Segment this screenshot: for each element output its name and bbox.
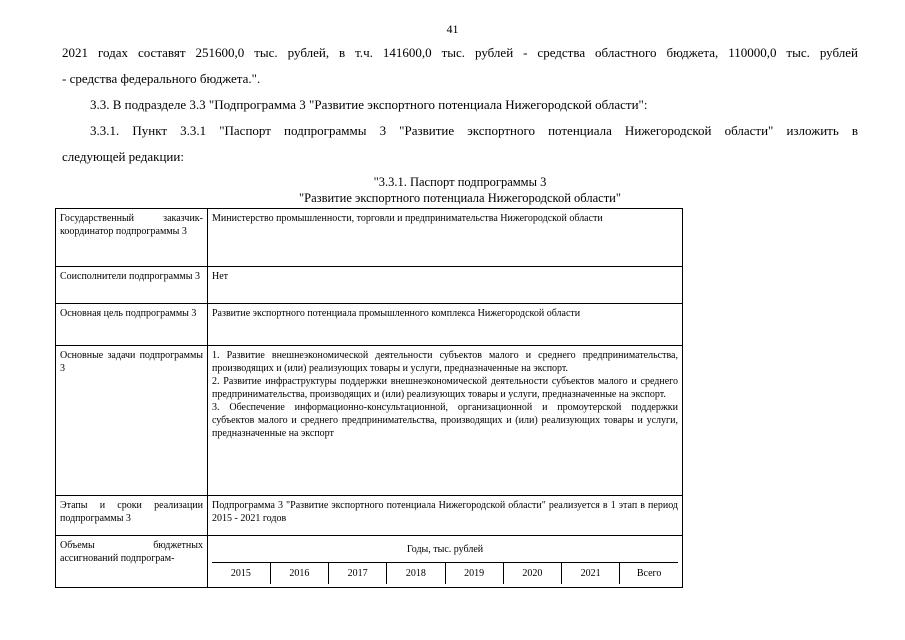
paragraph-item-3-3-1: 3.3.1. Пункт 3.3.1 "Паспорт подпрограммы 3 "Развитие экспортного потенциала Нижегородской области" изложить в [90, 123, 858, 138]
year-column: 2016 [270, 563, 328, 584]
row-value: Развитие экспортного потенциала промышленного комплекса Нижегородской области [208, 304, 683, 346]
year-column: 2020 [503, 563, 561, 584]
task-item: 2. Развитие инфраструктуры поддержки внешнеэкономической деятельности субъектов малого и среднего предпринимательства, производящих и (или) реализующих товары и услуги, предназначенные на экспорт. [212, 376, 678, 400]
row-value-tasks [208, 346, 683, 496]
table-row-budget [56, 536, 683, 588]
table-title-line-2: "Развитие экспортного потенциала Нижегородской области" [299, 191, 621, 205]
years-row [212, 563, 678, 584]
row-label: Государственный заказчик-координатор подпрограммы 3 [56, 209, 208, 267]
row-label: Соисполнители подпрограммы 3 [56, 267, 208, 304]
row-label: Основные задачи подпрограммы 3 [56, 346, 208, 496]
year-column: 2021 [562, 563, 620, 584]
paragraph-next-edition: следующей редакции: [62, 149, 184, 164]
table-row [56, 267, 683, 304]
table-row [56, 304, 683, 346]
table-row [56, 346, 683, 496]
total-column: Всего [620, 563, 678, 584]
budget-value-cell [208, 536, 683, 588]
paragraph-federal-budget: - средства федерального бюджета.". [62, 71, 261, 86]
row-label: Объемы бюджетных ассигнований подпрограм- [56, 536, 208, 588]
budget-header: Годы, тыс. рублей [212, 539, 678, 563]
page-number: 41 [446, 22, 459, 36]
row-value: Министерство промышленности, торговли и предпринимательства Нижегородской области [208, 209, 683, 267]
table-row [56, 209, 683, 267]
year-column: 2015 [230, 568, 251, 579]
year-column: 2017 [329, 563, 387, 584]
year-column: 2019 [445, 563, 503, 584]
task-item: 1. Развитие внешнеэкономической деятельности субъектов малого и среднего предпринимательства, производящих и (или) реализующих товары и услуги, предназначенные на экспорт. [212, 350, 678, 374]
passport-table [55, 208, 683, 588]
paragraph-budget-total: 2021 годах составят 251600,0 тыс. рублей, в т.ч. 141600,0 тыс. рублей - средства областного бюджета, 110000,0 тыс. рублей [62, 45, 858, 60]
years-table [212, 563, 678, 584]
year-column: 2018 [387, 563, 445, 584]
table-row [56, 496, 683, 536]
row-label: Этапы и сроки реализации подпрограммы 3 [56, 496, 208, 536]
paragraph-subsection-3-3: 3.3. В подразделе 3.3 "Подпрограмма 3 "Развитие экспортного потенциала Нижегородской области": [90, 97, 648, 112]
task-item: 3. Обеспечение информационно-консультационной, организационной и промоутерской поддержки субъектов малого и среднего предпринимательства, производящих и (или) реализующих товары и услуги, предназначенные на экспорт [212, 402, 678, 439]
row-label: Основная цель подпрограммы 3 [56, 304, 208, 346]
table-title [200, 174, 720, 206]
row-value: Нет [208, 267, 683, 304]
table-title-line-1: "3.3.1. Паспорт подпрограммы 3 [373, 175, 547, 189]
row-value: Подпрограмма 3 "Развитие экспортного потенциала Нижегородской области" реализуется в 1 этап в период 2015 - 2021 годов [208, 496, 683, 536]
